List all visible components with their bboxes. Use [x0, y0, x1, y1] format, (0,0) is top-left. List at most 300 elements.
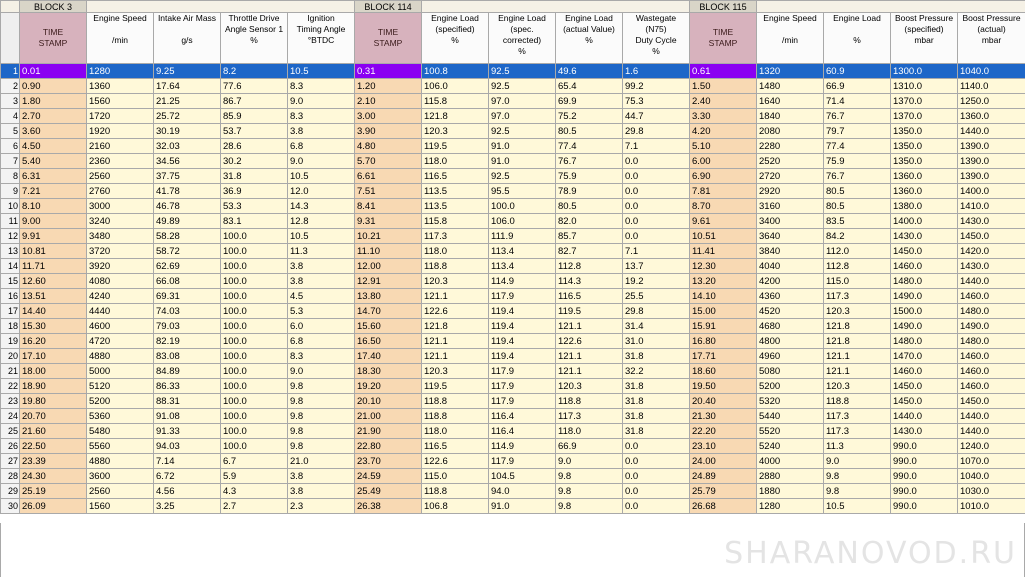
- cell-ts115[interactable]: 22.20: [690, 424, 757, 439]
- cell-bp_act[interactable]: 1430.0: [958, 259, 1025, 274]
- cell-ts3[interactable]: 10.81: [20, 244, 87, 259]
- cell-ts115[interactable]: 0.61: [690, 64, 757, 79]
- cell-el_corr[interactable]: 100.0: [489, 199, 556, 214]
- cell-el_corr[interactable]: 119.4: [489, 334, 556, 349]
- cell-iam[interactable]: 17.64: [154, 79, 221, 94]
- cell-iam[interactable]: 4.56: [154, 484, 221, 499]
- cell-es2[interactable]: 2920: [757, 184, 824, 199]
- table-row[interactable]: [1, 364, 1025, 379]
- cell-ts115[interactable]: 13.20: [690, 274, 757, 289]
- table-row[interactable]: [1, 274, 1025, 289]
- cell-es2[interactable]: 3400: [757, 214, 824, 229]
- cell-es2[interactable]: 3640: [757, 229, 824, 244]
- cell-bp_act[interactable]: 1010.0: [958, 499, 1025, 514]
- cell-ts114[interactable]: 24.59: [355, 469, 422, 484]
- cell-el2[interactable]: 76.7: [824, 169, 891, 184]
- cell-bp_act[interactable]: 1460.0: [958, 349, 1025, 364]
- cell-ts3[interactable]: 21.60: [20, 424, 87, 439]
- cell-wg[interactable]: 0.0: [623, 454, 690, 469]
- cell-ts114[interactable]: 4.80: [355, 139, 422, 154]
- cell-tds[interactable]: 100.0: [221, 439, 288, 454]
- cell-el2[interactable]: 10.5: [824, 499, 891, 514]
- cell-es1[interactable]: 4080: [87, 274, 154, 289]
- cell-el_spec[interactable]: 121.1: [422, 289, 489, 304]
- cell-bp_act[interactable]: 1390.0: [958, 169, 1025, 184]
- cell-bp_act[interactable]: 1140.0: [958, 79, 1025, 94]
- cell-ts114[interactable]: 3.90: [355, 124, 422, 139]
- cell-tds[interactable]: 53.3: [221, 199, 288, 214]
- cell-ts114[interactable]: 0.31: [355, 64, 422, 79]
- cell-bp_spec[interactable]: 1350.0: [891, 139, 958, 154]
- cell-el_act[interactable]: 65.4: [556, 79, 623, 94]
- cell-bp_spec[interactable]: 990.0: [891, 484, 958, 499]
- cell-ts114[interactable]: 3.00: [355, 109, 422, 124]
- cell-ts114[interactable]: 26.38: [355, 499, 422, 514]
- cell-el_corr[interactable]: 113.4: [489, 259, 556, 274]
- cell-ita[interactable]: 9.8: [288, 409, 355, 424]
- cell-el_corr[interactable]: 106.0: [489, 214, 556, 229]
- cell-el2[interactable]: 120.3: [824, 304, 891, 319]
- cell-es2[interactable]: 2880: [757, 469, 824, 484]
- cell-ts3[interactable]: 1.80: [20, 94, 87, 109]
- cell-bp_spec[interactable]: 1480.0: [891, 334, 958, 349]
- table-row[interactable]: [1, 79, 1025, 94]
- cell-el_corr[interactable]: 91.0: [489, 139, 556, 154]
- table-row[interactable]: [1, 184, 1025, 199]
- cell-ts3[interactable]: 23.39: [20, 454, 87, 469]
- cell-el_act[interactable]: 9.0: [556, 454, 623, 469]
- cell-es2[interactable]: 2720: [757, 169, 824, 184]
- cell-el_corr[interactable]: 92.5: [489, 64, 556, 79]
- cell-bp_act[interactable]: 1430.0: [958, 214, 1025, 229]
- cell-ita[interactable]: 21.0: [288, 454, 355, 469]
- cell-es1[interactable]: 1560: [87, 94, 154, 109]
- cell-es1[interactable]: 1360: [87, 79, 154, 94]
- cell-el_act[interactable]: 77.4: [556, 139, 623, 154]
- cell-ts115[interactable]: 4.20: [690, 124, 757, 139]
- cell-el2[interactable]: 66.9: [824, 79, 891, 94]
- cell-ts114[interactable]: 21.90: [355, 424, 422, 439]
- cell-es1[interactable]: 2360: [87, 154, 154, 169]
- row-number[interactable]: 14: [1, 259, 20, 274]
- cell-wg[interactable]: 25.5: [623, 289, 690, 304]
- cell-el_corr[interactable]: 119.4: [489, 304, 556, 319]
- cell-ts114[interactable]: 16.50: [355, 334, 422, 349]
- cell-el2[interactable]: 80.5: [824, 184, 891, 199]
- column-header-el2[interactable]: [824, 13, 891, 64]
- cell-es2[interactable]: 4000: [757, 454, 824, 469]
- cell-wg[interactable]: 0.0: [623, 154, 690, 169]
- cell-el_act[interactable]: 120.3: [556, 379, 623, 394]
- cell-ts114[interactable]: 21.00: [355, 409, 422, 424]
- cell-bp_act[interactable]: 1450.0: [958, 394, 1025, 409]
- cell-es1[interactable]: 3480: [87, 229, 154, 244]
- cell-iam[interactable]: 6.72: [154, 469, 221, 484]
- cell-el_spec[interactable]: 120.3: [422, 364, 489, 379]
- row-number[interactable]: 17: [1, 304, 20, 319]
- cell-el_corr[interactable]: 117.9: [489, 379, 556, 394]
- cell-tds[interactable]: 77.6: [221, 79, 288, 94]
- cell-el_act[interactable]: 9.8: [556, 484, 623, 499]
- row-number[interactable]: 28: [1, 469, 20, 484]
- cell-el_act[interactable]: 116.5: [556, 289, 623, 304]
- cell-es2[interactable]: 5200: [757, 379, 824, 394]
- cell-ts115[interactable]: 15.91: [690, 319, 757, 334]
- cell-es1[interactable]: 3240: [87, 214, 154, 229]
- cell-ts115[interactable]: 1.50: [690, 79, 757, 94]
- cell-el_corr[interactable]: 97.0: [489, 109, 556, 124]
- cell-es1[interactable]: 4240: [87, 289, 154, 304]
- cell-ts3[interactable]: 17.10: [20, 349, 87, 364]
- cell-es1[interactable]: 2760: [87, 184, 154, 199]
- cell-el_spec[interactable]: 122.6: [422, 304, 489, 319]
- cell-tds[interactable]: 2.7: [221, 499, 288, 514]
- cell-el_spec[interactable]: 121.1: [422, 349, 489, 364]
- cell-el_spec[interactable]: 116.5: [422, 169, 489, 184]
- cell-el_act[interactable]: 121.1: [556, 364, 623, 379]
- cell-el_corr[interactable]: 92.5: [489, 79, 556, 94]
- cell-ts115[interactable]: 17.71: [690, 349, 757, 364]
- table-row[interactable]: [1, 334, 1025, 349]
- cell-ita[interactable]: 6.8: [288, 139, 355, 154]
- cell-bp_act[interactable]: 1460.0: [958, 289, 1025, 304]
- table-row[interactable]: [1, 499, 1025, 514]
- cell-bp_spec[interactable]: 1360.0: [891, 184, 958, 199]
- cell-el_corr[interactable]: 113.4: [489, 244, 556, 259]
- cell-ts114[interactable]: 7.51: [355, 184, 422, 199]
- cell-bp_act[interactable]: 1240.0: [958, 439, 1025, 454]
- cell-iam[interactable]: 79.03: [154, 319, 221, 334]
- cell-el_spec[interactable]: 100.8: [422, 64, 489, 79]
- cell-wg[interactable]: 31.8: [623, 379, 690, 394]
- cell-el_corr[interactable]: 114.9: [489, 439, 556, 454]
- cell-es1[interactable]: 2160: [87, 139, 154, 154]
- cell-ita[interactable]: 9.0: [288, 364, 355, 379]
- cell-el_corr[interactable]: 116.4: [489, 409, 556, 424]
- cell-el_corr[interactable]: 104.5: [489, 469, 556, 484]
- cell-ita[interactable]: 8.3: [288, 79, 355, 94]
- row-number[interactable]: 4: [1, 109, 20, 124]
- cell-bp_act[interactable]: 1480.0: [958, 334, 1025, 349]
- cell-bp_spec[interactable]: 1500.0: [891, 304, 958, 319]
- cell-el_act[interactable]: 80.5: [556, 199, 623, 214]
- cell-ts115[interactable]: 5.10: [690, 139, 757, 154]
- cell-ts3[interactable]: 18.90: [20, 379, 87, 394]
- cell-el_corr[interactable]: 97.0: [489, 94, 556, 109]
- table-row[interactable]: [1, 109, 1025, 124]
- cell-bp_act[interactable]: 1440.0: [958, 424, 1025, 439]
- cell-ts3[interactable]: 8.10: [20, 199, 87, 214]
- cell-ita[interactable]: 3.8: [288, 484, 355, 499]
- table-row[interactable]: [1, 379, 1025, 394]
- cell-el_spec[interactable]: 113.5: [422, 199, 489, 214]
- cell-ts114[interactable]: 12.00: [355, 259, 422, 274]
- table-row[interactable]: [1, 169, 1025, 184]
- cell-bp_act[interactable]: 1390.0: [958, 154, 1025, 169]
- cell-es2[interactable]: 5240: [757, 439, 824, 454]
- cell-tds[interactable]: 100.0: [221, 259, 288, 274]
- row-number[interactable]: 21: [1, 364, 20, 379]
- cell-iam[interactable]: 9.25: [154, 64, 221, 79]
- cell-tds[interactable]: 8.2: [221, 64, 288, 79]
- cell-ita[interactable]: 3.8: [288, 124, 355, 139]
- cell-bp_spec[interactable]: 1380.0: [891, 199, 958, 214]
- cell-bp_act[interactable]: 1360.0: [958, 109, 1025, 124]
- cell-ita[interactable]: 5.3: [288, 304, 355, 319]
- cell-es1[interactable]: 1920: [87, 124, 154, 139]
- cell-iam[interactable]: 37.75: [154, 169, 221, 184]
- cell-iam[interactable]: 84.89: [154, 364, 221, 379]
- cell-ts115[interactable]: 25.79: [690, 484, 757, 499]
- cell-iam[interactable]: 91.08: [154, 409, 221, 424]
- table-row[interactable]: [1, 139, 1025, 154]
- cell-ts3[interactable]: 20.70: [20, 409, 87, 424]
- cell-el_corr[interactable]: 117.9: [489, 394, 556, 409]
- cell-ts114[interactable]: 13.80: [355, 289, 422, 304]
- cell-ts3[interactable]: 13.51: [20, 289, 87, 304]
- cell-es2[interactable]: 2520: [757, 154, 824, 169]
- cell-iam[interactable]: 91.33: [154, 424, 221, 439]
- cell-es2[interactable]: 1640: [757, 94, 824, 109]
- cell-wg[interactable]: 19.2: [623, 274, 690, 289]
- cell-ts115[interactable]: 6.00: [690, 154, 757, 169]
- cell-es2[interactable]: 3840: [757, 244, 824, 259]
- table-row[interactable]: [1, 229, 1025, 244]
- cell-el_spec[interactable]: 117.3: [422, 229, 489, 244]
- cell-tds[interactable]: 30.2: [221, 154, 288, 169]
- cell-ts3[interactable]: 24.30: [20, 469, 87, 484]
- row-number[interactable]: 8: [1, 169, 20, 184]
- row-number[interactable]: 22: [1, 379, 20, 394]
- cell-es2[interactable]: 4200: [757, 274, 824, 289]
- cell-el2[interactable]: 9.8: [824, 484, 891, 499]
- cell-ita[interactable]: 9.8: [288, 424, 355, 439]
- row-number[interactable]: 5: [1, 124, 20, 139]
- cell-iam[interactable]: 49.89: [154, 214, 221, 229]
- cell-iam[interactable]: 3.25: [154, 499, 221, 514]
- table-row[interactable]: [1, 94, 1025, 109]
- cell-bp_act[interactable]: 1490.0: [958, 319, 1025, 334]
- cell-tds[interactable]: 5.9: [221, 469, 288, 484]
- cell-es1[interactable]: 4600: [87, 319, 154, 334]
- cell-tds[interactable]: 85.9: [221, 109, 288, 124]
- cell-el_spec[interactable]: 118.8: [422, 484, 489, 499]
- cell-el_spec[interactable]: 118.8: [422, 259, 489, 274]
- cell-el_spec[interactable]: 118.8: [422, 409, 489, 424]
- cell-el_spec[interactable]: 118.0: [422, 244, 489, 259]
- cell-ita[interactable]: 9.8: [288, 394, 355, 409]
- cell-iam[interactable]: 30.19: [154, 124, 221, 139]
- cell-es2[interactable]: 2080: [757, 124, 824, 139]
- table-row[interactable]: [1, 439, 1025, 454]
- cell-bp_spec[interactable]: 1450.0: [891, 394, 958, 409]
- column-header-ts3[interactable]: [20, 13, 87, 64]
- cell-es2[interactable]: 1480: [757, 79, 824, 94]
- cell-el_spec[interactable]: 115.0: [422, 469, 489, 484]
- cell-wg[interactable]: 31.8: [623, 349, 690, 364]
- cell-ts114[interactable]: 25.49: [355, 484, 422, 499]
- cell-el_act[interactable]: 9.8: [556, 469, 623, 484]
- cell-ts3[interactable]: 3.60: [20, 124, 87, 139]
- cell-es2[interactable]: 5080: [757, 364, 824, 379]
- cell-el2[interactable]: 83.5: [824, 214, 891, 229]
- cell-el_corr[interactable]: 111.9: [489, 229, 556, 244]
- row-number[interactable]: 29: [1, 484, 20, 499]
- row-number[interactable]: 16: [1, 289, 20, 304]
- row-number[interactable]: 13: [1, 244, 20, 259]
- cell-es1[interactable]: 5200: [87, 394, 154, 409]
- cell-es2[interactable]: 4040: [757, 259, 824, 274]
- cell-el2[interactable]: 80.5: [824, 199, 891, 214]
- cell-ts3[interactable]: 25.19: [20, 484, 87, 499]
- cell-el2[interactable]: 60.9: [824, 64, 891, 79]
- cell-ts115[interactable]: 24.89: [690, 469, 757, 484]
- cell-ts3[interactable]: 18.00: [20, 364, 87, 379]
- cell-wg[interactable]: 7.1: [623, 139, 690, 154]
- cell-wg[interactable]: 31.4: [623, 319, 690, 334]
- column-header-bp_act[interactable]: [958, 13, 1025, 64]
- row-number[interactable]: 27: [1, 454, 20, 469]
- cell-wg[interactable]: 99.2: [623, 79, 690, 94]
- table-row[interactable]: [1, 349, 1025, 364]
- cell-wg[interactable]: 0.0: [623, 499, 690, 514]
- cell-el_act[interactable]: 69.9: [556, 94, 623, 109]
- column-header-ita[interactable]: [288, 13, 355, 64]
- cell-bp_spec[interactable]: 990.0: [891, 439, 958, 454]
- cell-es1[interactable]: 5360: [87, 409, 154, 424]
- cell-el_act[interactable]: 66.9: [556, 439, 623, 454]
- cell-el_spec[interactable]: 119.5: [422, 379, 489, 394]
- cell-bp_spec[interactable]: 1370.0: [891, 109, 958, 124]
- cell-ts3[interactable]: 12.60: [20, 274, 87, 289]
- cell-ts114[interactable]: 6.61: [355, 169, 422, 184]
- row-number[interactable]: 30: [1, 499, 20, 514]
- cell-tds[interactable]: 100.0: [221, 349, 288, 364]
- cell-bp_spec[interactable]: 1450.0: [891, 379, 958, 394]
- cell-bp_spec[interactable]: 1460.0: [891, 364, 958, 379]
- cell-wg[interactable]: 13.7: [623, 259, 690, 274]
- row-number[interactable]: 15: [1, 274, 20, 289]
- cell-ts3[interactable]: 22.50: [20, 439, 87, 454]
- table-row[interactable]: [1, 199, 1025, 214]
- cell-tds[interactable]: 83.1: [221, 214, 288, 229]
- cell-el2[interactable]: 121.8: [824, 334, 891, 349]
- cell-bp_spec[interactable]: 1430.0: [891, 424, 958, 439]
- cell-bp_spec[interactable]: 1460.0: [891, 259, 958, 274]
- cell-tds[interactable]: 6.7: [221, 454, 288, 469]
- cell-es2[interactable]: 1280: [757, 499, 824, 514]
- cell-ts3[interactable]: 6.31: [20, 169, 87, 184]
- cell-ts3[interactable]: 5.40: [20, 154, 87, 169]
- cell-el_act[interactable]: 80.5: [556, 124, 623, 139]
- cell-el2[interactable]: 11.3: [824, 439, 891, 454]
- cell-bp_spec[interactable]: 990.0: [891, 454, 958, 469]
- cell-tds[interactable]: 31.8: [221, 169, 288, 184]
- cell-bp_spec[interactable]: 990.0: [891, 499, 958, 514]
- cell-ts114[interactable]: 22.80: [355, 439, 422, 454]
- cell-el2[interactable]: 115.0: [824, 274, 891, 289]
- cell-iam[interactable]: 21.25: [154, 94, 221, 109]
- cell-el_act[interactable]: 121.1: [556, 349, 623, 364]
- cell-el_spec[interactable]: 118.8: [422, 394, 489, 409]
- cell-iam[interactable]: 94.03: [154, 439, 221, 454]
- cell-iam[interactable]: 46.78: [154, 199, 221, 214]
- cell-el_corr[interactable]: 95.5: [489, 184, 556, 199]
- row-number[interactable]: 24: [1, 409, 20, 424]
- cell-es2[interactable]: 4520: [757, 304, 824, 319]
- cell-tds[interactable]: 100.0: [221, 229, 288, 244]
- cell-tds[interactable]: 100.0: [221, 304, 288, 319]
- cell-ts3[interactable]: 4.50: [20, 139, 87, 154]
- column-header-es1[interactable]: [87, 13, 154, 64]
- cell-es1[interactable]: 5560: [87, 439, 154, 454]
- cell-el2[interactable]: 112.0: [824, 244, 891, 259]
- cell-ita[interactable]: 4.5: [288, 289, 355, 304]
- cell-wg[interactable]: 0.0: [623, 214, 690, 229]
- cell-ts3[interactable]: 9.91: [20, 229, 87, 244]
- cell-ita[interactable]: 10.5: [288, 64, 355, 79]
- cell-ita[interactable]: 14.3: [288, 199, 355, 214]
- cell-ts3[interactable]: 26.09: [20, 499, 87, 514]
- cell-el_act[interactable]: 117.3: [556, 409, 623, 424]
- cell-bp_act[interactable]: 1400.0: [958, 184, 1025, 199]
- cell-bp_spec[interactable]: 1490.0: [891, 319, 958, 334]
- cell-es2[interactable]: 2280: [757, 139, 824, 154]
- cell-bp_spec[interactable]: 1490.0: [891, 289, 958, 304]
- cell-ts115[interactable]: 2.40: [690, 94, 757, 109]
- cell-bp_spec[interactable]: 1360.0: [891, 169, 958, 184]
- cell-el_corr[interactable]: 117.9: [489, 289, 556, 304]
- table-row[interactable]: [1, 484, 1025, 499]
- cell-es1[interactable]: 2560: [87, 169, 154, 184]
- cell-ts115[interactable]: 15.00: [690, 304, 757, 319]
- column-header-el_corr[interactable]: [489, 13, 556, 64]
- cell-iam[interactable]: 34.56: [154, 154, 221, 169]
- cell-ita[interactable]: 9.8: [288, 439, 355, 454]
- table-row[interactable]: [1, 409, 1025, 424]
- cell-ts115[interactable]: 21.30: [690, 409, 757, 424]
- cell-ita[interactable]: 10.5: [288, 169, 355, 184]
- cell-bp_spec[interactable]: 1450.0: [891, 244, 958, 259]
- cell-ita[interactable]: 9.8: [288, 379, 355, 394]
- cell-wg[interactable]: 0.0: [623, 199, 690, 214]
- cell-bp_spec[interactable]: 1400.0: [891, 214, 958, 229]
- cell-el2[interactable]: 118.8: [824, 394, 891, 409]
- cell-tds[interactable]: 100.0: [221, 334, 288, 349]
- cell-ita[interactable]: 2.3: [288, 499, 355, 514]
- cell-iam[interactable]: 74.03: [154, 304, 221, 319]
- cell-bp_act[interactable]: 1450.0: [958, 229, 1025, 244]
- cell-es2[interactable]: 5320: [757, 394, 824, 409]
- cell-ita[interactable]: 12.8: [288, 214, 355, 229]
- row-number[interactable]: 11: [1, 214, 20, 229]
- cell-bp_act[interactable]: 1040.0: [958, 64, 1025, 79]
- cell-tds[interactable]: 100.0: [221, 394, 288, 409]
- cell-iam[interactable]: 25.72: [154, 109, 221, 124]
- cell-el_corr[interactable]: 114.9: [489, 274, 556, 289]
- cell-bp_spec[interactable]: 990.0: [891, 469, 958, 484]
- cell-es1[interactable]: 3000: [87, 199, 154, 214]
- cell-el_act[interactable]: 114.3: [556, 274, 623, 289]
- cell-bp_act[interactable]: 1420.0: [958, 244, 1025, 259]
- cell-bp_spec[interactable]: 1350.0: [891, 124, 958, 139]
- cell-ts115[interactable]: 23.10: [690, 439, 757, 454]
- column-header-wg[interactable]: [623, 13, 690, 64]
- cell-es1[interactable]: 4440: [87, 304, 154, 319]
- cell-el_act[interactable]: 112.8: [556, 259, 623, 274]
- cell-el_corr[interactable]: 117.9: [489, 364, 556, 379]
- cell-es1[interactable]: 1560: [87, 499, 154, 514]
